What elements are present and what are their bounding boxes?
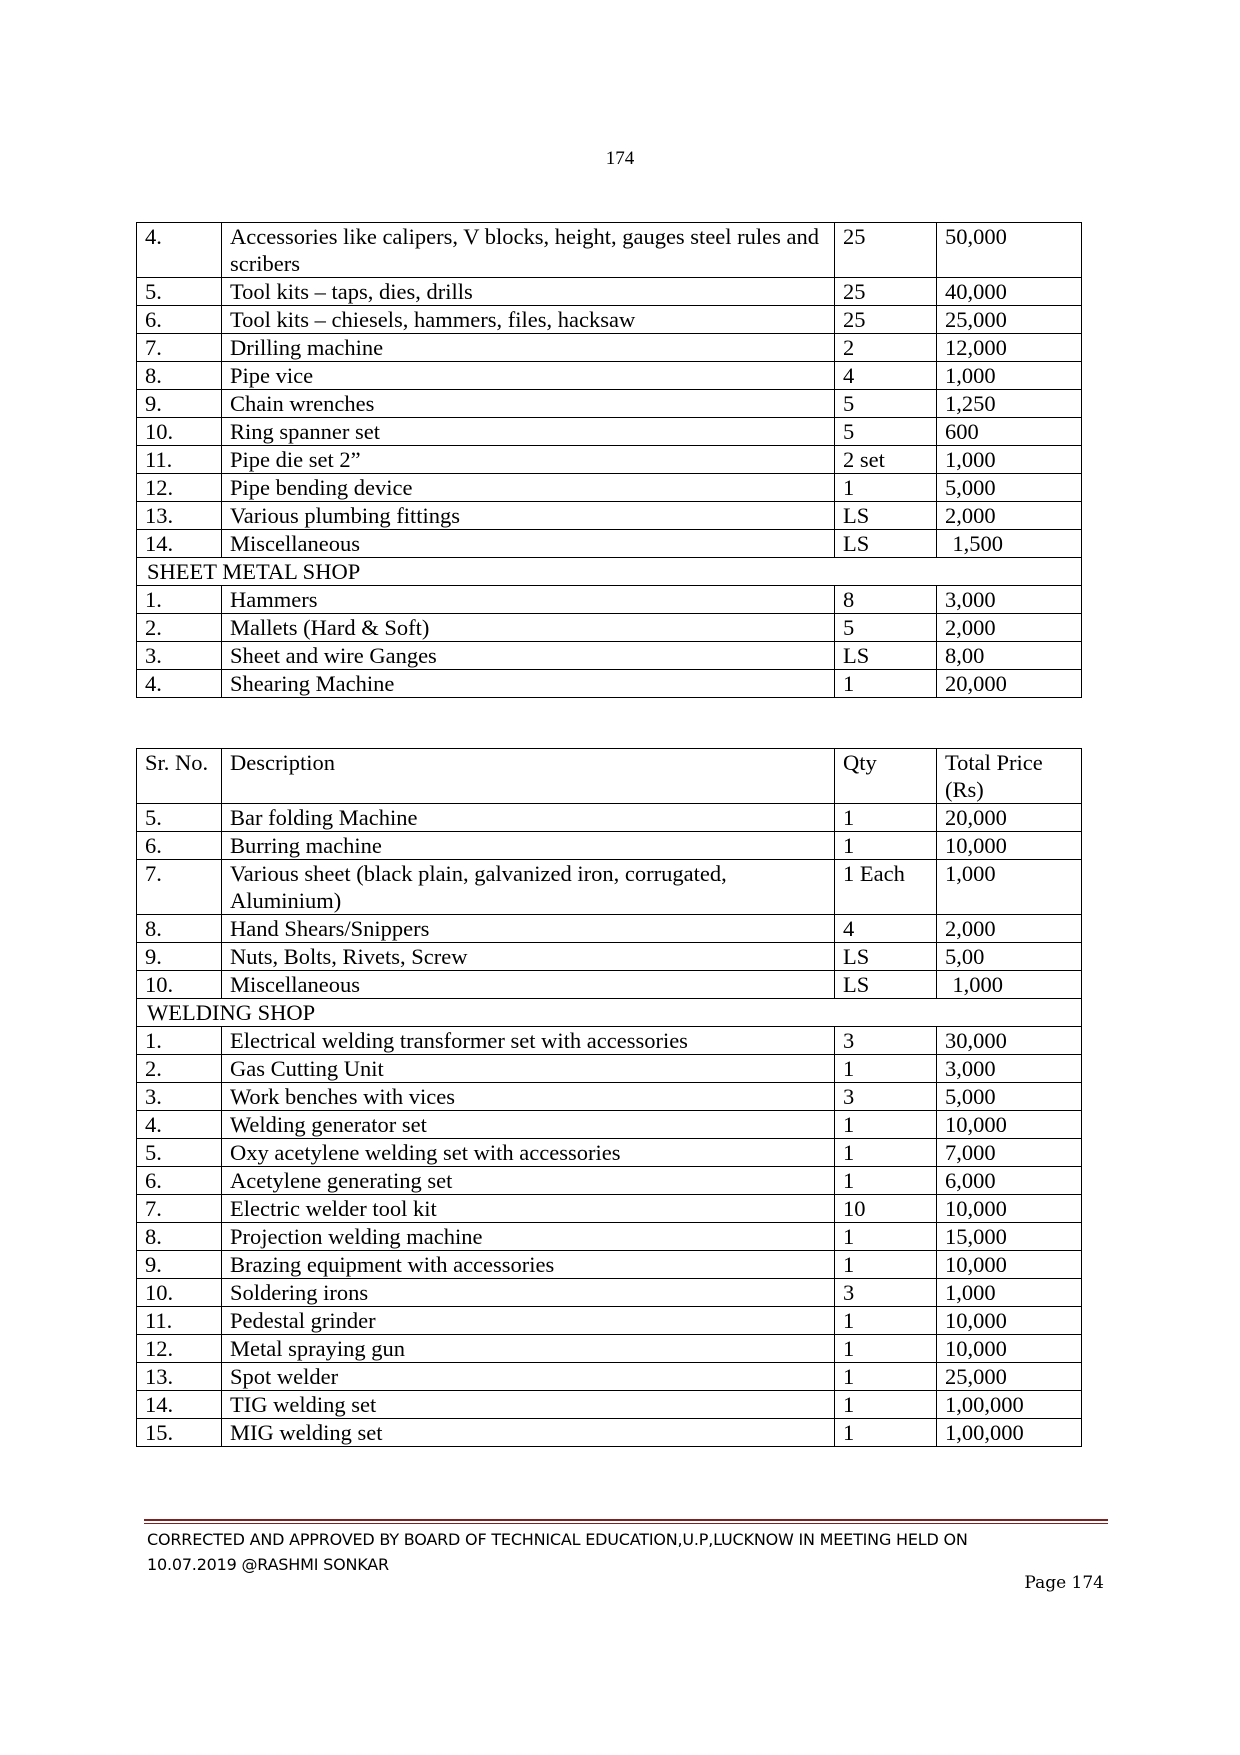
table-row [137, 530, 1082, 558]
cell-price: 1,000 [937, 362, 1082, 390]
cell-sr-no: 8. [137, 1223, 222, 1251]
cell-sr-no: 12. [137, 1335, 222, 1363]
cell-qty: 25 [835, 278, 937, 306]
cell-price: 1,000 [937, 971, 1082, 999]
cell-description: Electric welder tool kit [222, 1195, 835, 1223]
table-row [137, 860, 1082, 915]
table-row [137, 306, 1082, 334]
table-row [137, 943, 1082, 971]
header-qty: Qty [835, 749, 937, 804]
cell-description: Oxy acetylene welding set with accessories [222, 1139, 835, 1167]
header-description: Description [222, 749, 835, 804]
table-row [137, 832, 1082, 860]
cell-description: Tool kits – taps, dies, drills [222, 278, 835, 306]
table-row [137, 1363, 1082, 1391]
cell-price: 30,000 [937, 1027, 1082, 1055]
table-row [137, 614, 1082, 642]
cell-qty: 5 [835, 418, 937, 446]
table-row [137, 502, 1082, 530]
table-row [137, 915, 1082, 943]
cell-qty: 3 [835, 1279, 937, 1307]
cell-description: Pipe die set 2” [222, 446, 835, 474]
table-row [137, 1307, 1082, 1335]
cell-qty: 8 [835, 586, 937, 614]
table-row [137, 390, 1082, 418]
cell-description: Various sheet (black plain, galvanized iron, corrugated, Aluminium) [222, 860, 835, 915]
cell-sr-no: 7. [137, 334, 222, 362]
cell-description: Hammers [222, 586, 835, 614]
table-row [137, 1419, 1082, 1447]
cell-sr-no: 3. [137, 642, 222, 670]
cell-description: Miscellaneous [222, 530, 835, 558]
cell-sr-no: 15. [137, 1419, 222, 1447]
cell-sr-no: 3. [137, 1083, 222, 1111]
cell-sr-no: 10. [137, 418, 222, 446]
cell-price: 1,000 [937, 1279, 1082, 1307]
cell-price: 12,000 [937, 334, 1082, 362]
cell-price: 3,000 [937, 586, 1082, 614]
cell-description: Work benches with vices [222, 1083, 835, 1111]
cell-sr-no: 11. [137, 1307, 222, 1335]
cell-description: TIG welding set [222, 1391, 835, 1419]
cell-price: 10,000 [937, 1335, 1082, 1363]
table-row [137, 223, 1082, 278]
cell-description: Metal spraying gun [222, 1335, 835, 1363]
cell-sr-no: 1. [137, 586, 222, 614]
equipment-table-2-body [137, 749, 1082, 1447]
cell-price: 1,00,000 [937, 1419, 1082, 1447]
cell-price: 1,00,000 [937, 1391, 1082, 1419]
cell-description: Chain wrenches [222, 390, 835, 418]
table-row [137, 1251, 1082, 1279]
cell-sr-no: 6. [137, 1167, 222, 1195]
cell-qty: LS [835, 502, 937, 530]
cell-description: Projection welding machine [222, 1223, 835, 1251]
section-title: WELDING SHOP [137, 999, 1082, 1027]
cell-qty: LS [835, 530, 937, 558]
cell-sr-no: 13. [137, 1363, 222, 1391]
cell-description: Pipe bending device [222, 474, 835, 502]
equipment-table-1-body [137, 223, 1082, 698]
cell-price: 10,000 [937, 1111, 1082, 1139]
cell-price: 1,000 [937, 446, 1082, 474]
section-header-row [137, 558, 1082, 586]
cell-sr-no: 4. [137, 1111, 222, 1139]
table-row [137, 1335, 1082, 1363]
cell-price: 25,000 [937, 1363, 1082, 1391]
cell-description: Drilling machine [222, 334, 835, 362]
cell-qty: 1 [835, 1335, 937, 1363]
cell-sr-no: 4. [137, 670, 222, 698]
cell-price: 10,000 [937, 1195, 1082, 1223]
cell-price: 50,000 [937, 223, 1082, 278]
table-row [137, 1083, 1082, 1111]
cell-qty: 1 [835, 1363, 937, 1391]
cell-qty: 1 [835, 1167, 937, 1195]
table-row [137, 670, 1082, 698]
cell-sr-no: 7. [137, 860, 222, 915]
cell-sr-no: 14. [137, 1391, 222, 1419]
cell-description: Gas Cutting Unit [222, 1055, 835, 1083]
cell-sr-no: 8. [137, 362, 222, 390]
cell-sr-no: 11. [137, 446, 222, 474]
page-number-top: 174 [605, 148, 635, 169]
table-row [137, 1391, 1082, 1419]
cell-qty: LS [835, 943, 937, 971]
cell-sr-no: 9. [137, 943, 222, 971]
table-row [137, 804, 1082, 832]
cell-price: 1,250 [937, 390, 1082, 418]
cell-qty: 10 [835, 1195, 937, 1223]
cell-qty: 1 [835, 1419, 937, 1447]
cell-sr-no: 10. [137, 971, 222, 999]
cell-price: 20,000 [937, 670, 1082, 698]
cell-description: Pedestal grinder [222, 1307, 835, 1335]
cell-qty: 4 [835, 915, 937, 943]
cell-sr-no: 9. [137, 390, 222, 418]
table-row [137, 278, 1082, 306]
table-row [137, 446, 1082, 474]
cell-qty: 1 [835, 474, 937, 502]
cell-price: 20,000 [937, 804, 1082, 832]
cell-description: Mallets (Hard & Soft) [222, 614, 835, 642]
equipment-table-2 [136, 748, 1082, 1447]
table-row [137, 1027, 1082, 1055]
cell-sr-no: 6. [137, 832, 222, 860]
cell-description: Miscellaneous [222, 971, 835, 999]
cell-qty: 5 [835, 614, 937, 642]
table-row [137, 1111, 1082, 1139]
cell-description: Spot welder [222, 1363, 835, 1391]
cell-description: Pipe vice [222, 362, 835, 390]
cell-sr-no: 8. [137, 915, 222, 943]
cell-description: Sheet and wire Ganges [222, 642, 835, 670]
cell-qty: 1 [835, 670, 937, 698]
cell-price: 25,000 [937, 306, 1082, 334]
cell-qty: 1 [835, 804, 937, 832]
cell-qty: 2 [835, 334, 937, 362]
cell-price: 10,000 [937, 832, 1082, 860]
footer-page-number: Page 174 [1024, 1573, 1104, 1593]
table-row [137, 418, 1082, 446]
cell-qty: 25 [835, 306, 937, 334]
cell-sr-no: 5. [137, 1139, 222, 1167]
cell-qty: 3 [835, 1027, 937, 1055]
cell-qty: 1 [835, 1307, 937, 1335]
table-row [137, 1223, 1082, 1251]
cell-sr-no: 4. [137, 223, 222, 278]
table-row [137, 1055, 1082, 1083]
cell-price: 15,000 [937, 1223, 1082, 1251]
cell-description: Shearing Machine [222, 670, 835, 698]
cell-price: 600 [937, 418, 1082, 446]
cell-price: 10,000 [937, 1251, 1082, 1279]
cell-price: 1,500 [937, 530, 1082, 558]
cell-sr-no: 5. [137, 278, 222, 306]
cell-description: Ring spanner set [222, 418, 835, 446]
cell-sr-no: 14. [137, 530, 222, 558]
cell-description: Soldering irons [222, 1279, 835, 1307]
footer-approval-note [147, 1527, 1107, 1577]
cell-qty: LS [835, 642, 937, 670]
table-row [137, 334, 1082, 362]
cell-price: 40,000 [937, 278, 1082, 306]
cell-sr-no: 13. [137, 502, 222, 530]
cell-price: 5,00 [937, 943, 1082, 971]
cell-qty: 1 [835, 1223, 937, 1251]
cell-sr-no: 10. [137, 1279, 222, 1307]
cell-price: 2,000 [937, 614, 1082, 642]
cell-description: Burring machine [222, 832, 835, 860]
table-row [137, 642, 1082, 670]
footer-line-1: CORRECTED AND APPROVED BY BOARD OF TECHNICAL EDUCATION,U.P,LUCKNOW IN MEETING HELD ON [147, 1530, 968, 1549]
cell-qty: 1 [835, 1111, 937, 1139]
cell-qty: 1 [835, 1251, 937, 1279]
cell-sr-no: 2. [137, 614, 222, 642]
equipment-table-1 [136, 222, 1082, 698]
section-title: SHEET METAL SHOP [137, 558, 1082, 586]
table-row [137, 1279, 1082, 1307]
cell-price: 2,000 [937, 502, 1082, 530]
cell-description: Acetylene generating set [222, 1167, 835, 1195]
cell-qty: 1 [835, 1391, 937, 1419]
cell-sr-no: 6. [137, 306, 222, 334]
cell-price: 7,000 [937, 1139, 1082, 1167]
cell-qty: 25 [835, 223, 937, 278]
table-row [137, 1139, 1082, 1167]
table-header-row [137, 749, 1082, 804]
cell-price: 10,000 [937, 1307, 1082, 1335]
cell-price: 1,000 [937, 860, 1082, 915]
cell-description: Electrical welding transformer set with accessories [222, 1027, 835, 1055]
cell-description: Tool kits – chiesels, hammers, files, hacksaw [222, 306, 835, 334]
cell-price: 6,000 [937, 1167, 1082, 1195]
cell-description: Welding generator set [222, 1111, 835, 1139]
table-row [137, 362, 1082, 390]
cell-price: 3,000 [937, 1055, 1082, 1083]
header-sr-no: Sr. No. [137, 749, 222, 804]
cell-description: MIG welding set [222, 1419, 835, 1447]
cell-price: 8,00 [937, 642, 1082, 670]
header-total-price: Total Price (Rs) [937, 749, 1082, 804]
cell-description: Bar folding Machine [222, 804, 835, 832]
cell-qty: 3 [835, 1083, 937, 1111]
cell-qty: 2 set [835, 446, 937, 474]
cell-description: Hand Shears/Snippers [222, 915, 835, 943]
table-row [137, 1167, 1082, 1195]
cell-description: Brazing equipment with accessories [222, 1251, 835, 1279]
section-header-row [137, 999, 1082, 1027]
cell-sr-no: 7. [137, 1195, 222, 1223]
cell-qty: 1 Each [835, 860, 937, 915]
cell-price: 2,000 [937, 915, 1082, 943]
footer-line-2: 10.07.2019 @RASHMI SONKAR [147, 1555, 389, 1574]
cell-price: 5,000 [937, 474, 1082, 502]
cell-qty: 1 [835, 832, 937, 860]
cell-price: 5,000 [937, 1083, 1082, 1111]
cell-sr-no: 12. [137, 474, 222, 502]
cell-sr-no: 2. [137, 1055, 222, 1083]
table-row [137, 586, 1082, 614]
cell-qty: LS [835, 971, 937, 999]
cell-description: Nuts, Bolts, Rivets, Screw [222, 943, 835, 971]
table-row [137, 971, 1082, 999]
cell-description: Accessories like calipers, V blocks, height, gauges steel rules and scribers [222, 223, 835, 278]
cell-qty: 4 [835, 362, 937, 390]
cell-qty: 5 [835, 390, 937, 418]
table-row [137, 474, 1082, 502]
footer-divider [144, 1519, 1108, 1524]
cell-description: Various plumbing fittings [222, 502, 835, 530]
table-row [137, 1195, 1082, 1223]
cell-qty: 1 [835, 1139, 937, 1167]
cell-sr-no: 1. [137, 1027, 222, 1055]
cell-sr-no: 5. [137, 804, 222, 832]
cell-qty: 1 [835, 1055, 937, 1083]
cell-sr-no: 9. [137, 1251, 222, 1279]
